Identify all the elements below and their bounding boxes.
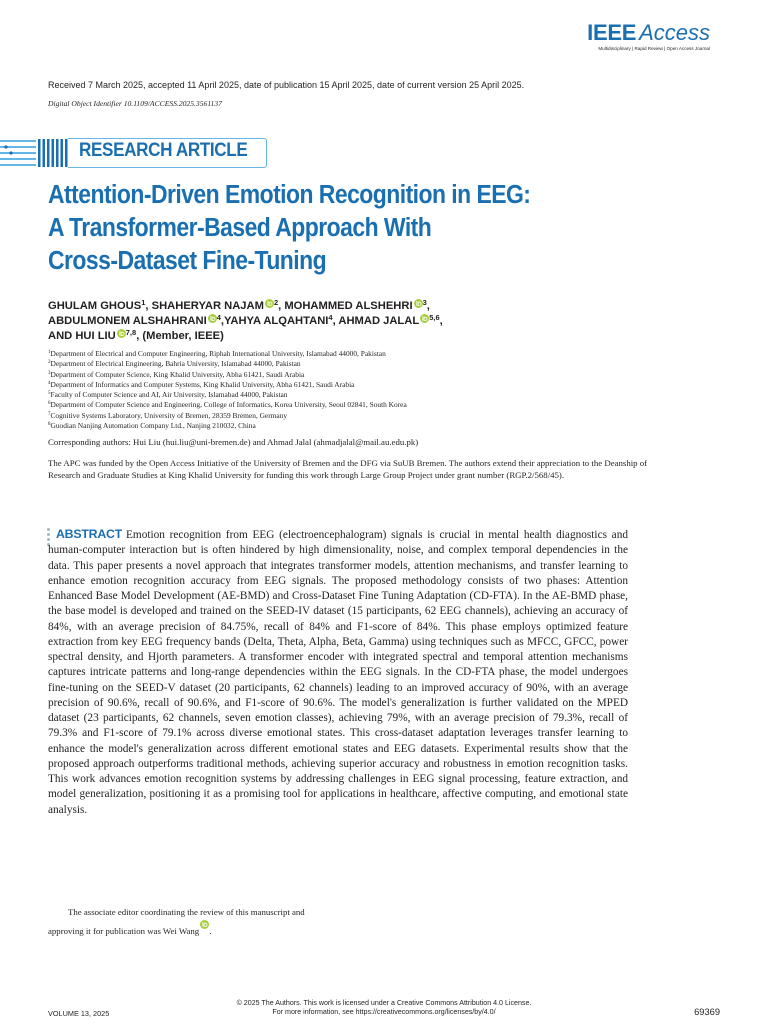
author-name: MOHAMMED ALSHEHRI [284,300,413,312]
orcid-icon[interactable] [200,920,209,929]
author-affil-sup: 7,8 [125,327,137,337]
author-affil-sup: 4 [216,312,221,322]
author-membership: (Member, IEEE) [142,329,224,342]
affiliation-text: Department of Computer Science and Engineering, College of Informatics, Korea University, Seoul 02841, South Korea [50,400,407,410]
footnote-line: approving it for publication was Wei Wang [48,926,200,936]
orcid-icon[interactable] [117,329,126,338]
affiliation-num: 8 [48,422,51,428]
author-name: SHAHERYAR NAJAM [151,300,264,312]
license-link[interactable]: For more information, see https://creativecommons.org/licenses/by/4.0/ [272,1008,496,1016]
affiliation-item [48,421,708,431]
affiliation-item [48,400,708,410]
author-affil-sup: 1 [141,298,146,307]
editor-footnote [48,905,408,939]
author-name: ABDULMONEM ALSHAHRANI [48,314,207,327]
author-line: GHULAM GHOUS$^1$, SHAHERYAR NAJAM $^2$, MOHAMMED ALSHEHRI $^3$, [48,298,430,312]
affiliation-text: Department of Electrical and Computer Engineering, Riphah International University, Islamabad 44000, Pakistan [50,349,386,358]
affiliation-text: Cognitive Systems Laboratory, University of Bremen, 28359 Bremen, Germany [50,410,288,420]
footnote-line: The associate editor coordinating the review of this manuscript and [68,907,305,917]
affiliation-item [48,359,708,369]
author-affil-sup: 2 [273,298,279,307]
affiliation-text: Department of Computer Science, King Khalid University, Abha 61421, Saudi Arabia [50,369,305,379]
affiliation-num: 4 [48,380,51,386]
affiliation-text: Faculty of Computer Science and AI, Air University, Islamabad 44000, Pakistan [50,390,288,400]
affiliation-num: 2 [48,360,51,366]
journal-name-access: Access [639,20,710,45]
abstract-text: Emotion recognition from EEG (electroencephalogram) signals is crucial in mental health diagnostics and human-computer interaction but is often hindered by high dimensionality, noise, and complex temporal dependencies in the data. This paper presents a novel approach that integrates transformer models, attention mechanisms, and transfer learning to enhance emotion recognition accuracy from EEG signals. The proposed methodology consists of two phases: Attention Enhanced Base Model Development (AE-BMD) and Cross-Dataset Fine Tuning Adaptation (CD-FTA). In the AE-BMD phase, the base model is developed and trained on the SEED-IV dataset (15 participants, 62 EEG channels), achieving an accuracy of 84%, with an average precision of 84.75%, recall of 84% and F1-score of 84%. This phase employs optimized feature extraction from key EEG frequency bands (Delta, Theta, Alpha, Beta, Gamma) using techniques such as MFCC, GFCC, power spectral density, and Hjorth parameters. A transformer encoder with integrated spectral and temporal attention mechanisms captures intricate patterns and long-range dependencies within the EEG signals. In the CD-FTA phase, the model undergoes fine-tuning on the SEED-V dataset (20 participants, 62 channels) leading to an improved accuracy of 90%, with an average precision of 90.6%, recall of 90.6%, and F1-score of 90.6%. The model's generalization is further validated on the MPED dataset (23 participants, 62 channels, seven emotion classes), achieving 79%, with an average precision of 79.3%, recall of 79.3% and F1-score of 79.1% across diverse emotional states. This cross-dataset adaptation leverages transfer learning to enhance the model's generalization across different emotional states and EEG datasets. Experimental results show that the proposed approach outperforms traditional methods, achieving superior accuracy and robustness in emotion recognition tasks. This work advances emotion recognition systems by addressing challenges in EEG signal processing, feature extraction, and model generalization, positioning it as a promising tool for applications in healthcare, affective computing, and emotional state analysis. [48,529,628,816]
corresponding-authors: Corresponding authors: Hui Liu (hui.liu@uni-bremen.de) and Ahmad Jalal (ahmadjalal@mail.au.edu.pk) [48,437,419,447]
journal-tagline: Multidisciplinary | Rapid Review | Open Access Journal [598,46,710,51]
footnote-end: . [209,926,212,936]
affiliation-text: Guodian Nanjing Automation Company Ltd., Nanjing 210032, China [50,421,256,431]
affiliation-num: 3 [48,370,51,376]
publication-history: Received 7 March 2025, accepted 11 April 2025, date of publication 15 April 2025, date of current version 25 April 2025. [48,80,525,90]
affiliation-item [48,370,708,380]
journal-logo [587,22,710,51]
author-name: YAHYA ALQAHTANI [223,314,329,327]
author-name: AHMAD JALAL [338,314,420,327]
affiliation-item [48,411,708,421]
paper-title [48,179,668,278]
article-type-banner [0,138,280,168]
affiliation-item [48,390,708,400]
page-number: 69369 [694,1007,720,1017]
volume-label: VOLUME 13, 2025 [48,1009,110,1018]
author-line: ABDULMONEM ALSHAHRANI $^4$,YAHYA ALQAHTANI$^4$, AHMAD JALAL $^{5,6}$, [48,312,443,327]
affiliation-num: 6 [48,401,51,407]
affiliation-num: 7 [48,411,51,417]
affiliation-text: Department of Electrical Engineering, Bahria University, Islamabad 44000, Pakistan [50,359,301,369]
banner-stripes-icon [0,138,68,168]
abstract [48,527,628,818]
author-line: AND HUI LIU $^{7,8}$, (Member, IEEE) [48,327,224,342]
author-affil-sup: 4 [328,312,333,322]
author-name: AND HUI LIU [48,329,116,342]
affiliation-item [48,349,708,359]
affiliation-num: 1 [48,350,51,355]
author-list [48,299,688,343]
author-affil-sup: 3 [422,298,427,307]
doi: Digital Object Identifier 10.1109/ACCESS.2025.3561137 [48,99,222,108]
affiliation-list [48,349,708,431]
article-type-label: RESEARCH ARTICLE [79,140,248,161]
title-line: A Transformer-Based Approach With [48,214,432,242]
affiliation-text: Department of Informatics and Computer Systems, King Khalid University, Abha 61421, Saudi Arabia [50,379,355,389]
affiliation-item [48,380,708,390]
author-affil-sup: 5,6 [429,312,440,322]
orcid-icon[interactable] [414,299,423,308]
orcid-icon[interactable] [208,314,217,323]
license-line: © 2025 The Authors. This work is licensed under a Creative Commons Attribution 4.0 License. [236,999,532,1007]
funding-statement: The APC was funded by the Open Access Initiative of the University of Bremen and the DFG via SuUB Bremen. The authors extend their appreciation to the Deanship of Research and Graduate Studies at King Khalid University for funding this work through Large Group Project under grant number (RGP.2/568/45). [48,458,648,480]
license-notice [200,999,568,1017]
journal-name-ieee: IEEE [587,20,637,45]
orcid-icon[interactable] [265,299,274,308]
orcid-icon[interactable] [420,314,429,323]
abstract-heading: ABSTRACT [56,527,123,541]
title-line: Cross-Dataset Fine-Tuning [48,247,327,275]
author-name: GHULAM GHOUS [48,300,142,312]
title-line: Attention-Driven Emotion Recognition in EEG: [48,181,531,209]
affiliation-num: 5 [48,391,51,397]
